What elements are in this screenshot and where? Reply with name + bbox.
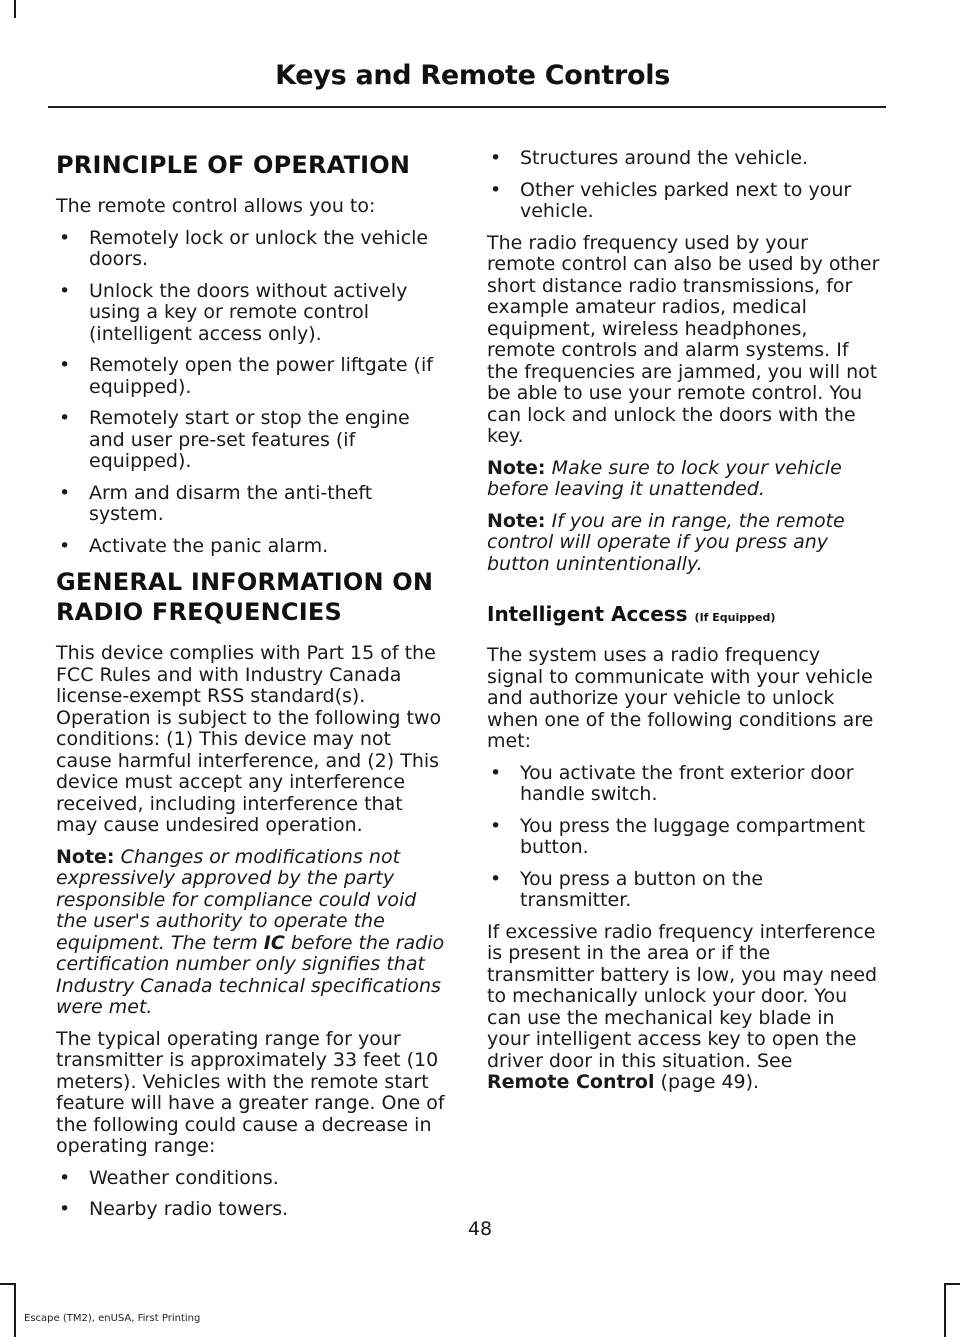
note-label: Note: — [487, 456, 546, 479]
list-item: • You press a button on the transmitter. — [487, 869, 880, 912]
heading-intelligent-access-title: Intelligent Access — [487, 602, 688, 626]
fcc-compliance-paragraph: This device complies with Part 15 of the FCC Rules and with Industry Canada license-exempt RSS standard(s). Operation is subject to the following two conditions: (1) This device may not cause harmful interference, and (2) This device must accept any interference received, including interference that may cause undesired operation. — [56, 642, 442, 836]
list-item: • Weather conditions. — [56, 1168, 449, 1190]
note-text-part1: Changes or modifications not expressively approved by the party responsible for compliance could void the user's authority to operate the equipment. The term — [56, 845, 417, 954]
note-modifications — [56, 847, 449, 1019]
intelligent-access-intro: The system uses a radio frequency signal to communicate with your vehicle and authorize your vehicle to unlock when one of the following conditions are met: — [487, 644, 874, 752]
note-lock-vehicle — [487, 458, 880, 501]
principle-bullet-list — [56, 228, 449, 558]
heading-principle-of-operation: PRINCIPLE OF OPERATION — [56, 151, 411, 179]
list-item: • Remotely open the power liftgate (if equipped). — [56, 355, 449, 398]
list-item: • Nearby radio towers. — [56, 1199, 449, 1221]
crop-mark-bottom-left-h — [0, 1283, 16, 1285]
note-text-part2: before the radio certification number only signifies that Industry Canada technical specifications were met. — [56, 931, 445, 1018]
list-item: • Remotely lock or unlock the vehicle doors. — [56, 228, 449, 271]
heading-intelligent-access — [487, 601, 880, 631]
heading-general-information-radio-frequencies — [56, 567, 449, 627]
page-header-title: Keys and Remote Controls — [275, 60, 670, 91]
intelligent-access-conditions-list — [487, 763, 880, 912]
note-label: Note: — [487, 509, 546, 532]
frequency-sharing-paragraph: The radio frequency used by your remote control can also be used by other short distance radio transmissions, for example amateur radios, medical equipment, wireless headphones, remote controls and alarm systems. If the frequencies are jammed, you will not be able to use your remote control. You can lock and unlock the doors with the key. — [487, 231, 880, 447]
heading-if-equipped: (If Equipped) — [694, 611, 776, 624]
heading-line-1: GENERAL INFORMATION ON — [56, 568, 434, 596]
list-item: • Arm and disarm the anti-theft system. — [56, 483, 449, 526]
heading-line-2: RADIO FREQUENCIES — [56, 598, 342, 626]
page-number: 48 — [467, 1218, 493, 1240]
list-item: • Remotely start or stop the engine and user pre-set features (if equipped). — [56, 408, 449, 473]
crop-mark-top-left-v — [14, 0, 16, 18]
footer-document-info: Escape (TM2), enUSA, First Printing — [24, 1313, 201, 1324]
crop-mark-bottom-right-v — [944, 1283, 946, 1337]
mechanical-unlock-paragraph — [487, 922, 880, 1094]
cross-reference-link[interactable]: Remote Control — [487, 1071, 655, 1093]
cross-reference-page: (page 49) — [660, 1071, 754, 1093]
range-factors-list-continued — [487, 148, 880, 223]
note-label: Note: — [56, 845, 115, 868]
list-item: • You press the luggage compartment button. — [487, 816, 880, 859]
header-divider — [48, 106, 886, 108]
list-item: • You activate the front exterior door handle switch. — [487, 763, 880, 806]
sentence-end: . — [753, 1071, 760, 1093]
principle-intro: The remote control allows you to: — [56, 195, 376, 217]
list-item: • Unlock the doors without actively using a key or remote control (intelligent access only). — [56, 281, 449, 346]
operating-range-paragraph: The typical operating range for your transmitter is approximately 33 feet (10 meters). Vehicles with the remote start feature will have a greater range. One of the following could cause a decrease in operating range: — [56, 1027, 445, 1157]
crop-mark-bottom-left-v — [14, 1283, 16, 1337]
note-text: If you are in range, the remote control will operate if you press any button unintentionally. — [487, 509, 845, 575]
list-item: • Structures around the vehicle. — [487, 148, 880, 170]
mechanical-unlock-text: If excessive radio frequency interference is present in the area or if the transmitter battery is low, you may need to mechanically unlock your door. You can use the mechanical key blade in your intelligent access key to open the driver door in this situation. See — [487, 920, 878, 1072]
note-ic-term: IC — [263, 931, 285, 954]
list-item: • Activate the panic alarm. — [56, 536, 449, 558]
crop-mark-bottom-right-h — [944, 1283, 960, 1285]
range-factors-list — [56, 1168, 449, 1221]
left-column — [56, 140, 449, 1231]
note-unintentional-operation — [487, 511, 880, 576]
list-item: • Other vehicles parked next to your vehicle. — [487, 180, 880, 223]
note-text: Make sure to lock your vehicle before leaving it unattended. — [487, 456, 842, 500]
right-column — [487, 140, 880, 1104]
